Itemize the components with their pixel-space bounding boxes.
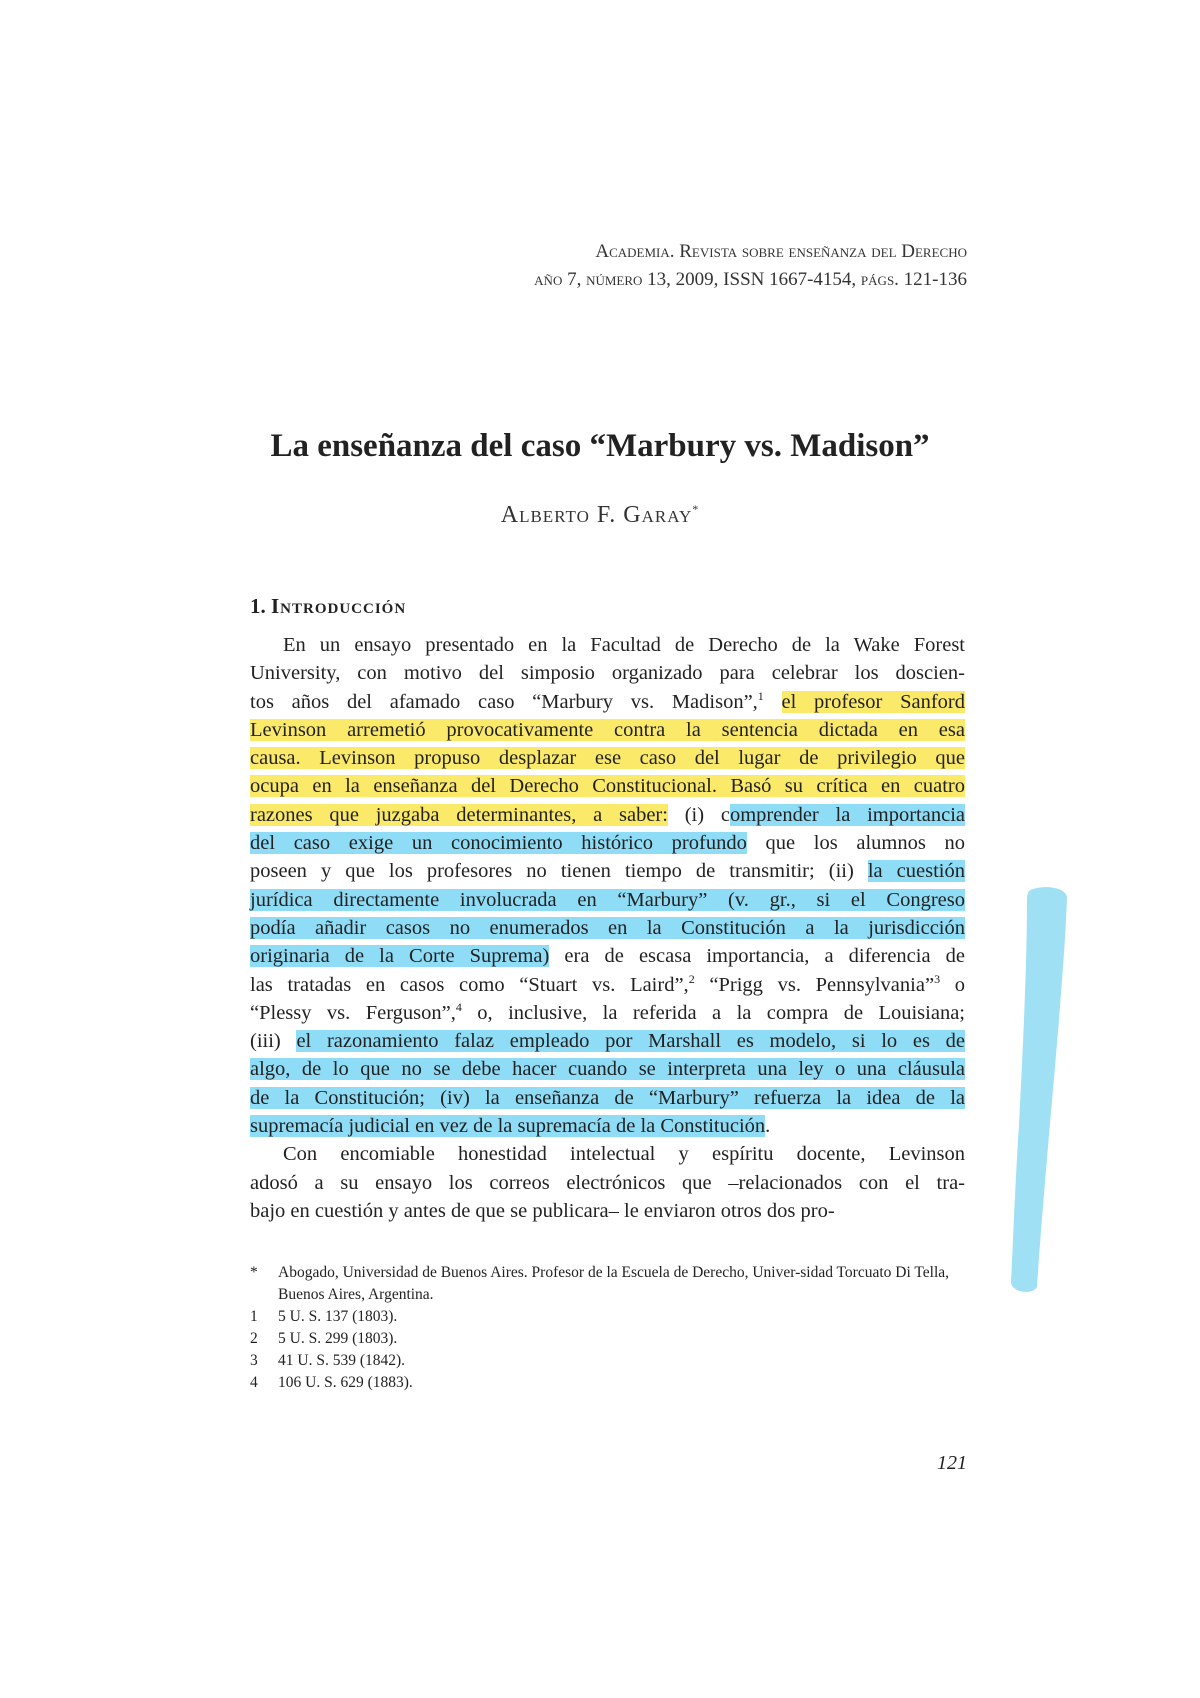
footnote-mark: 3 [250,1352,258,1369]
body-line [250,716,965,744]
body-line [250,999,965,1027]
text-segment: tos años del afamado caso “Marbury vs. Madison”, [250,690,758,713]
text-segment: “Prigg vs. Pennsylvania” [694,973,935,996]
footnote-mark: 2 [250,1330,258,1347]
text-segment: era de escasa importancia, a diferencia de [549,945,965,968]
highlighted-text: de la Constitución; (iv) la enseñanza de “Marbury” refuerza la idea de la [250,1086,965,1109]
body-line [250,801,965,829]
body-line [250,971,965,999]
body-line [250,1140,965,1168]
text-segment: adosó a su ensayo los correos electrónicos que –relacionados con el tra- [250,1171,965,1194]
body-line [250,1197,965,1225]
highlighted-text: ocupa en la enseñanza del Derecho Constitucional. Basó su crítica en cuatro [250,775,965,798]
highlighted-text: el razonamiento falaz empleado por Marshall es modelo, si lo es de [296,1030,965,1053]
journal-title: Academia. Revista sobre enseñanza del Derecho [595,241,967,262]
footnote-text: 5 U. S. 137 (1803). [278,1308,398,1325]
body-line [250,631,965,659]
author-name: Alberto F. Garay [500,502,693,528]
text-segment: bajo en cuestión y antes de que se publicara– le enviaron otros dos pro- [250,1199,835,1222]
author-line [0,502,1200,529]
footnote-mark: * [250,1264,258,1281]
author-footnote-mark: * [692,502,700,516]
body-line [250,886,965,914]
body-line [250,1055,965,1083]
body-line [250,744,965,772]
highlighted-text: del caso exige un conocimiento histórico profundo [250,832,747,855]
highlighted-text: omprender la importancia [729,803,965,826]
body-line [250,829,965,857]
body-line [250,688,965,716]
text-segment: (i) c [667,803,730,826]
highlighted-text: el profesor Sanford [781,690,965,713]
highlighted-text: supremacía judicial en vez de la supremacía de la Constitución [250,1115,766,1138]
body-line [250,914,965,942]
highlighted-text: jurídica directamente involucrada en “Marbury” (v. gr., si el Congreso [250,888,965,911]
footnote [250,1306,965,1328]
body-line [250,1027,965,1055]
text-segment: o [940,973,966,996]
text-segment: . [765,1115,771,1138]
highlighted-text: algo, de lo que no se debe hacer cuando se interpreta una ley o una cláusula [250,1058,965,1081]
text-segment: (iii) [250,1030,297,1053]
body-line [250,1084,965,1112]
footnote-reference: 3 [934,971,941,986]
footnote-reference: 1 [757,688,764,703]
body-line [250,1169,965,1197]
footnote [250,1372,965,1394]
text-segment: o, inclusive, la referida a la compra de Louisiana; [461,1001,965,1024]
footnotes [250,1262,965,1394]
section-heading [250,594,406,619]
footnote-mark: 1 [250,1308,258,1325]
body-line [250,1112,965,1140]
text-segment: “Plessy vs. Ferguson”, [250,1001,456,1024]
text-segment: que los alumnos no [746,832,965,855]
body-line [250,659,965,687]
journal-issue-info: año 7, número 13, 2009, ISSN 1667-4154, págs. 121-136 [534,269,967,290]
highlighted-text: causa. Levinson propuso desplazar ese caso del lugar de privilegio que [250,747,965,770]
highlighted-text: podía añadir casos no enumerados en la Constitución a la jurisdicción [250,916,965,939]
footnote-text: 5 U. S. 299 (1803). [278,1330,398,1347]
text-segment: University, con motivo del simposio organizado para celebrar los doscien- [250,662,965,685]
footnote [250,1262,965,1306]
body-line [250,942,965,970]
footnote [250,1350,965,1372]
footnote-reference: 4 [455,1000,462,1015]
text-segment: Con encomiable honestidad intelectual y espíritu docente, Levinson [283,1143,965,1166]
margin-highlight-stroke [1011,887,1067,1292]
footnote-reference: 2 [688,971,695,986]
footnote-text: 41 U. S. 539 (1842). [278,1352,406,1369]
footnote [250,1328,965,1350]
highlighted-text: Levinson arremetió provocativamente contra la sentencia dictada en esa [250,718,965,741]
margin-highlight-mark [1005,885,1075,1295]
text-segment: las tratadas en casos como “Stuart vs. Laird”, [250,973,689,996]
section-number: 1. [250,594,266,618]
footnote-text: Abogado, Universidad de Buenos Aires. Profesor de la Escuela de Derecho, Univer-sidad Torcuato Di Tella, Buenos Aires, Argentina. [278,1264,950,1303]
journal-header [534,238,967,294]
body-line [250,857,965,885]
text-segment: En un ensayo presentado en la Facultad de Derecho de la Wake Forest [283,634,965,656]
article-title: La enseñanza del caso “Marbury vs. Madison” [270,428,930,464]
footnote-mark: 4 [250,1374,258,1391]
highlighted-text: la cuestión [867,860,965,883]
text-segment: poseen y que los profesores no tienen tiempo de transmitir; (ii) [250,860,868,883]
highlighted-text: originaria de la Corte Suprema) [250,945,550,968]
body-text [250,631,965,1225]
footnote-text: 106 U. S. 629 (1883). [278,1374,413,1391]
body-line [250,772,965,800]
section-title: Introducción [271,594,407,618]
text-segment [764,691,782,713]
highlighted-text: razones que juzgaba determinantes, a saber: [250,803,668,826]
page-number: 121 [937,1452,967,1474]
